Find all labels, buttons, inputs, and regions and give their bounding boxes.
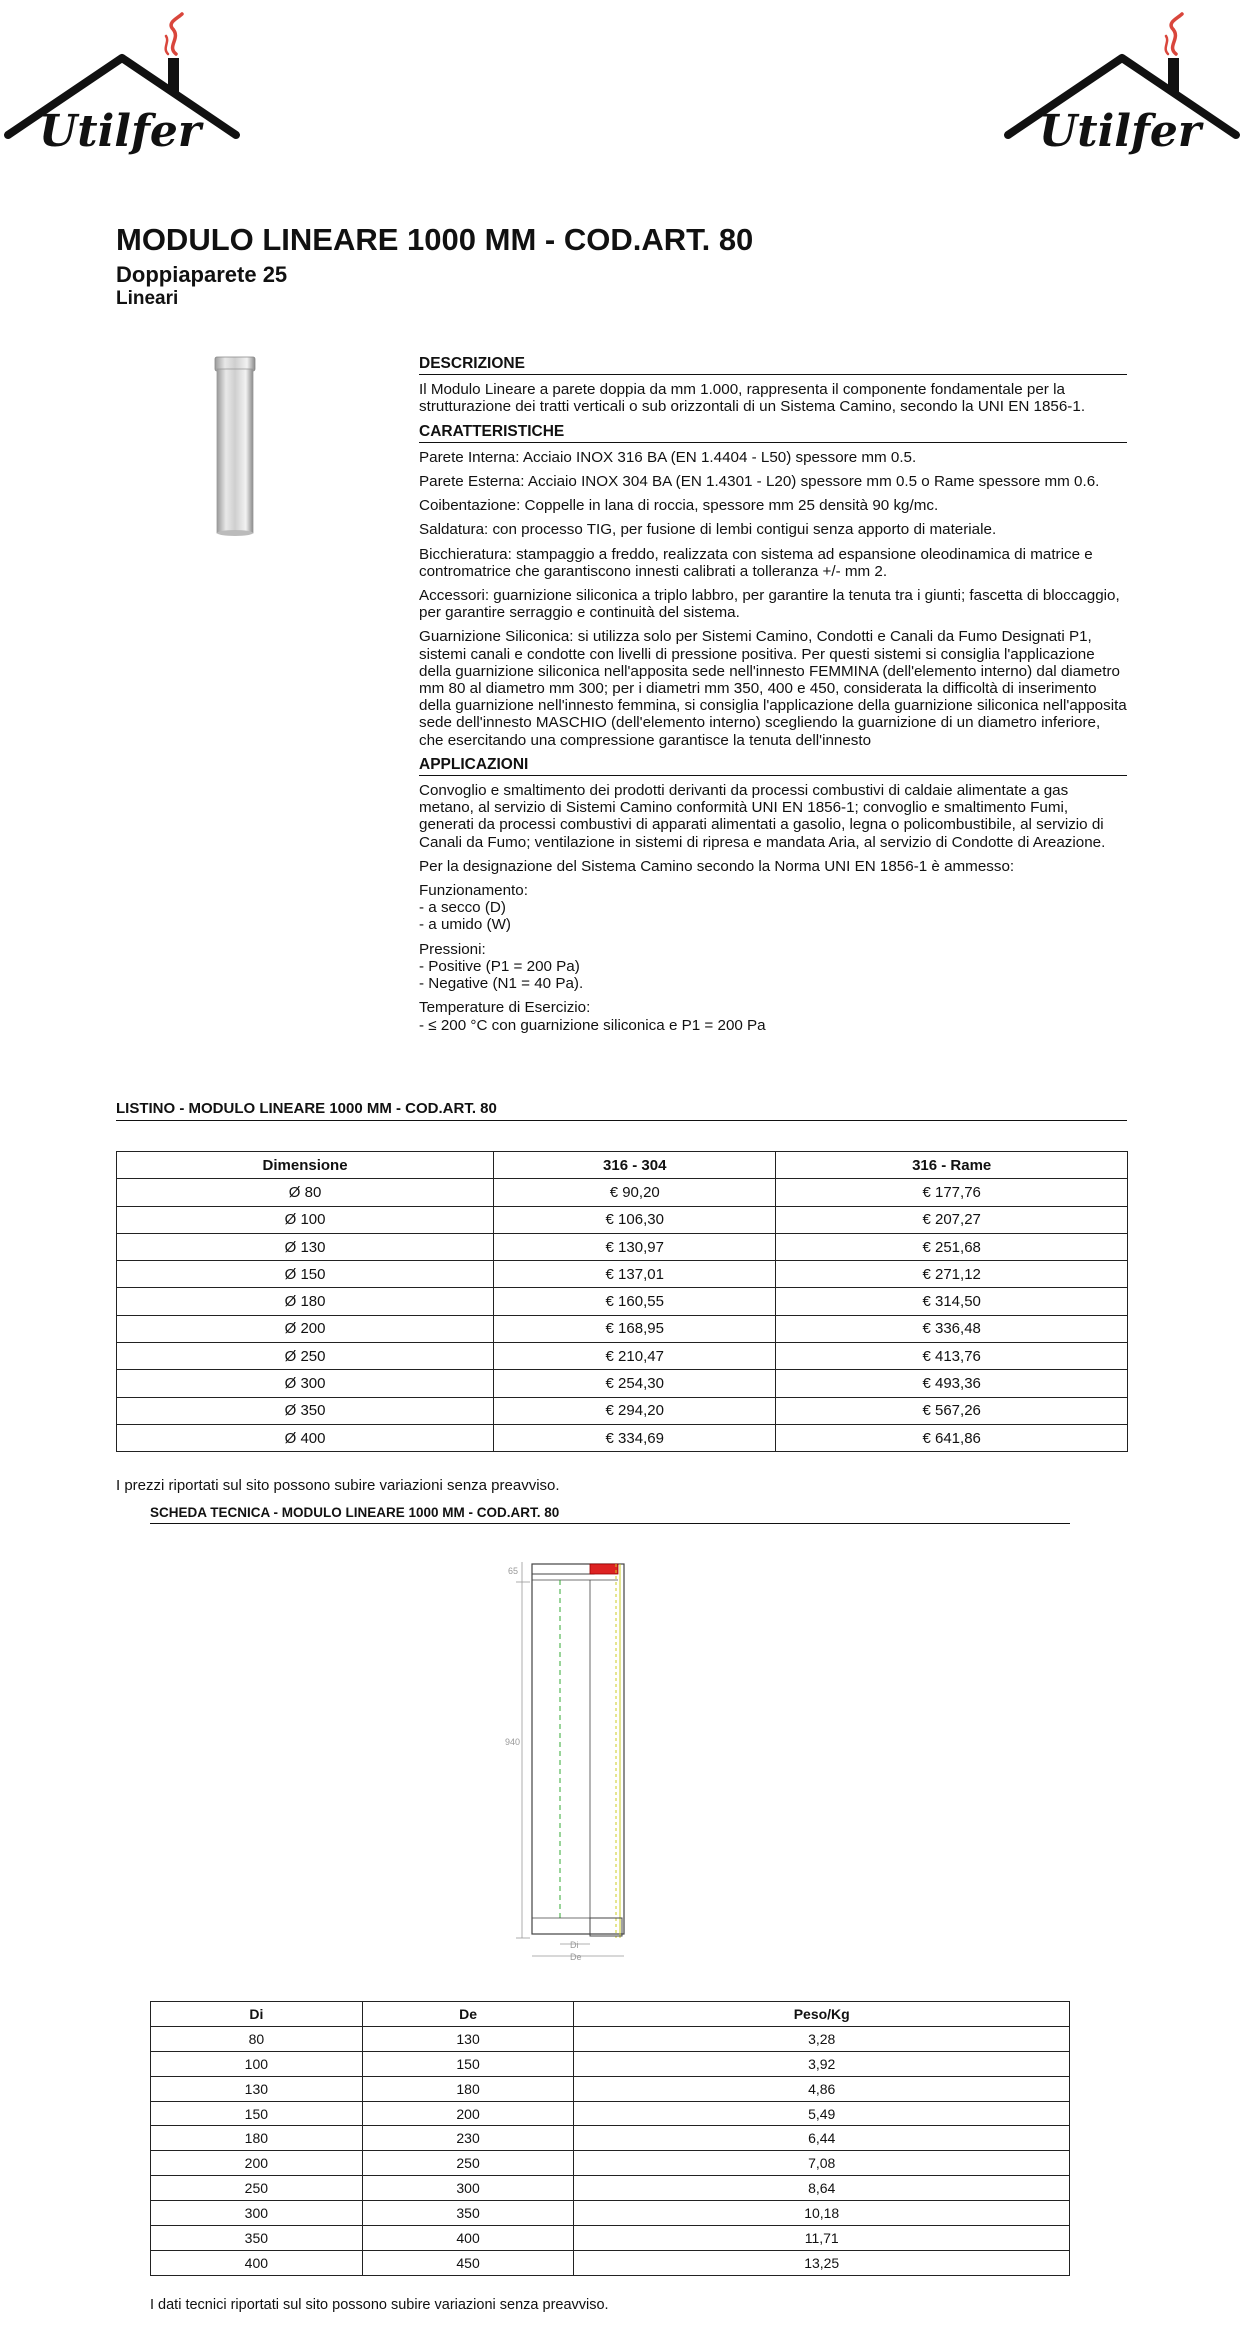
table-cell: 230 bbox=[362, 2126, 574, 2151]
table-cell: € 413,76 bbox=[776, 1343, 1128, 1370]
table-cell: 180 bbox=[151, 2126, 363, 2151]
table-cell: Ø 300 bbox=[117, 1370, 494, 1397]
table-cell: 400 bbox=[362, 2226, 574, 2251]
table-cell: € 493,36 bbox=[776, 1370, 1128, 1397]
table-cell: 450 bbox=[362, 2250, 574, 2275]
table-cell: € 177,76 bbox=[776, 1179, 1128, 1206]
table-cell: 80 bbox=[151, 2026, 363, 2051]
table-cell: 300 bbox=[362, 2176, 574, 2201]
feature-item: Accessori: guarnizione siliconica a triplo labbro, per garantire la tenuta tra i giunti; fascetta di bloccaggio, per garantire serraggio e continuità del sistema. bbox=[419, 587, 1120, 622]
technical-disclaimer: I dati tecnici riportati sul sito possono subire variazioni senza preavviso. bbox=[150, 2297, 609, 2313]
technical-table bbox=[150, 2001, 1070, 2276]
table-header-row bbox=[151, 2002, 1070, 2027]
drawing-dim-di: Di bbox=[570, 1940, 579, 1950]
table-cell: € 90,20 bbox=[494, 1179, 776, 1206]
table-cell: 5,49 bbox=[574, 2101, 1070, 2126]
table-cell: 350 bbox=[362, 2201, 574, 2226]
temperature-text: Temperature di Esercizio: - ≤ 200 °C con guarnizione siliconica e P1 = 200 Pa bbox=[419, 999, 766, 1034]
table-row bbox=[151, 2176, 1070, 2201]
table-row bbox=[151, 2250, 1070, 2275]
table-cell: Ø 350 bbox=[117, 1397, 494, 1424]
table-row bbox=[151, 2126, 1070, 2151]
feature-item: Bicchieratura: stampaggio a freddo, realizzata con sistema ad espansione oleodinamica di matrice e contromatrice che garantiscono innesti calibrati a tolleranza +/- mm 2. bbox=[419, 545, 1093, 580]
table-cell: € 271,12 bbox=[776, 1261, 1128, 1288]
description-column bbox=[419, 355, 1127, 1041]
table-cell: 6,44 bbox=[574, 2126, 1070, 2151]
table-cell: 3,28 bbox=[574, 2026, 1070, 2051]
table-cell: 150 bbox=[362, 2051, 574, 2076]
product-title: MODULO LINEARE 1000 MM - COD.ART. 80 bbox=[116, 222, 754, 257]
table-row bbox=[151, 2151, 1070, 2176]
table-cell: € 641,86 bbox=[776, 1424, 1128, 1451]
description-heading: DESCRIZIONE bbox=[419, 355, 1127, 375]
designation-text: Per la designazione del Sistema Camino secondo la Norma UNI EN 1856-1 è ammesso: bbox=[419, 857, 1015, 875]
drawing-dim-top: 65 bbox=[508, 1566, 519, 1576]
table-cell: € 254,30 bbox=[494, 1370, 776, 1397]
table-row bbox=[117, 1179, 1128, 1206]
table-cell: € 168,95 bbox=[494, 1315, 776, 1342]
table-cell: € 207,27 bbox=[776, 1206, 1128, 1233]
table-row bbox=[117, 1206, 1128, 1233]
table-cell: Ø 180 bbox=[117, 1288, 494, 1315]
table-cell: 250 bbox=[362, 2151, 574, 2176]
table-row bbox=[117, 1343, 1128, 1370]
table-row bbox=[117, 1315, 1128, 1342]
table-row bbox=[151, 2026, 1070, 2051]
product-category: Lineari bbox=[116, 288, 179, 309]
column-header: 316 - 304 bbox=[494, 1152, 776, 1179]
table-cell: 300 bbox=[151, 2201, 363, 2226]
table-row bbox=[117, 1233, 1128, 1260]
table-cell: 13,25 bbox=[574, 2250, 1070, 2275]
table-cell: 3,92 bbox=[574, 2051, 1070, 2076]
logo-wordmark: Utilfer bbox=[1038, 106, 1202, 157]
pressioni-text: Pressioni: - Positive (P1 = 200 Pa) - Negative (N1 = 40 Pa). bbox=[419, 940, 584, 993]
table-cell: 130 bbox=[362, 2026, 574, 2051]
table-cell: 4,86 bbox=[574, 2076, 1070, 2101]
table-cell: Ø 400 bbox=[117, 1424, 494, 1451]
table-cell: Ø 200 bbox=[117, 1315, 494, 1342]
table-cell: 150 bbox=[151, 2101, 363, 2126]
table-cell: € 314,50 bbox=[776, 1288, 1128, 1315]
table-cell: € 336,48 bbox=[776, 1315, 1128, 1342]
table-cell: € 294,20 bbox=[494, 1397, 776, 1424]
column-header: Peso/Kg bbox=[574, 2002, 1070, 2027]
table-header-row bbox=[117, 1152, 1128, 1179]
table-row bbox=[151, 2101, 1070, 2126]
table-cell: 400 bbox=[151, 2250, 363, 2275]
table-cell: € 334,69 bbox=[494, 1424, 776, 1451]
listino-heading: LISTINO - MODULO LINEARE 1000 MM - COD.ART. 80 bbox=[116, 1100, 1127, 1121]
table-cell: 11,71 bbox=[574, 2226, 1070, 2251]
table-cell: Ø 130 bbox=[117, 1233, 494, 1260]
table-row bbox=[117, 1370, 1128, 1397]
table-row bbox=[117, 1424, 1128, 1451]
applications-text: Convoglio e smaltimento dei prodotti derivanti da processi combustivi di caldaie alimentate a gas metano, al servizio di Sistemi Camino conformità UNI EN 1856-1; convoglio e smaltimento Fumi, generati da processi combustivi di apparati alimentati a gasolio, legna o policombustibile, al servizio di Canali da Fumo; ventilazione in sistemi di ripresa e mandata Aria, al servizio di Condotte di Areazione. bbox=[419, 782, 1106, 851]
column-header: 316 - Rame bbox=[776, 1152, 1128, 1179]
table-row bbox=[117, 1288, 1128, 1315]
description-text: Il Modulo Lineare a parete doppia da mm 1.000, rappresenta il componente fondamentale per la strutturazione dei tratti verticali o sub orizzontali di un Sistema Camino, secondo la UNI EN 1856-1. bbox=[419, 381, 1086, 416]
technical-drawing bbox=[500, 1560, 640, 1965]
table-cell: Ø 250 bbox=[117, 1343, 494, 1370]
applications-heading: APPLICAZIONI bbox=[419, 756, 1127, 776]
product-subtitle: Doppiaparete 25 bbox=[116, 262, 288, 287]
table-cell: 200 bbox=[362, 2101, 574, 2126]
table-cell: € 160,55 bbox=[494, 1288, 776, 1315]
logo-wordmark: Utilfer bbox=[38, 106, 202, 157]
table-cell: 200 bbox=[151, 2151, 363, 2176]
table-cell: € 130,97 bbox=[494, 1233, 776, 1260]
feature-item: Saldatura: con processo TIG, per fusione di lembi contigui senza apporto di materiale. bbox=[419, 521, 997, 539]
feature-item: Parete Esterna: Acciaio INOX 304 BA (EN 1.4301 - L20) spessore mm 0.5 o Rame spessore mm 0.6. bbox=[419, 473, 1100, 491]
table-cell: € 210,47 bbox=[494, 1343, 776, 1370]
table-cell: 7,08 bbox=[574, 2151, 1070, 2176]
table-cell: 350 bbox=[151, 2226, 363, 2251]
table-cell: Ø 150 bbox=[117, 1261, 494, 1288]
drawing-dim-de: De bbox=[570, 1952, 582, 1962]
table-cell: 130 bbox=[151, 2076, 363, 2101]
table-row bbox=[117, 1261, 1128, 1288]
drawing-dim-length: 940 bbox=[505, 1737, 521, 1747]
table-cell: € 137,01 bbox=[494, 1261, 776, 1288]
table-row bbox=[151, 2226, 1070, 2251]
table-row bbox=[117, 1397, 1128, 1424]
column-header: De bbox=[362, 2002, 574, 2027]
utilfer-logo-left[interactable] bbox=[2, 10, 242, 160]
column-header: Dimensione bbox=[117, 1152, 494, 1179]
utilfer-logo-right[interactable] bbox=[1002, 10, 1240, 160]
funzionamento-text: Funzionamento: - a secco (D) - a umido (W) bbox=[419, 882, 528, 934]
table-cell: 180 bbox=[362, 2076, 574, 2101]
table-cell: 100 bbox=[151, 2051, 363, 2076]
table-cell: € 106,30 bbox=[494, 1206, 776, 1233]
table-cell: € 567,26 bbox=[776, 1397, 1128, 1424]
table-cell: 250 bbox=[151, 2176, 363, 2201]
column-header: Di bbox=[151, 2002, 363, 2027]
feature-item: Coibentazione: Coppelle in lana di roccia, spessore mm 25 densità 90 kg/mc. bbox=[419, 497, 939, 515]
feature-item: Parete Interna: Acciaio INOX 316 BA (EN 1.4404 - L50) spessore mm 0.5. bbox=[419, 448, 917, 466]
scheda-heading: SCHEDA TECNICA - MODULO LINEARE 1000 MM - COD.ART. 80 bbox=[150, 1505, 1070, 1524]
product-image bbox=[205, 355, 265, 540]
price-disclaimer: I prezzi riportati sul sito possono subire variazioni senza preavviso. bbox=[116, 1477, 560, 1494]
table-row bbox=[151, 2201, 1070, 2226]
price-table bbox=[116, 1151, 1128, 1452]
table-row bbox=[151, 2076, 1070, 2101]
table-cell: 8,64 bbox=[574, 2176, 1070, 2201]
features-heading: CARATTERISTICHE bbox=[419, 423, 1127, 443]
feature-item: Guarnizione Siliconica: si utilizza solo per Sistemi Camino, Condotti e Canali da Fumo Designati P1, sistemi canali e condotte con livelli di pressione positiva. Per questi sistemi si consiglia l'applicazione della guarnizione siliconica nell'apposita sede nell'innesto FEMMINA (dell'elemento interno) dal diametro mm 80 al diametro mm 300; per i diametri mm 350, 400 e 450, considerata la difficoltà di inserimento della guarnizione nell'innesto femmina, si consiglia l'applicazione della guarnizione siliconica nell'apposita sede dell'innesto MASCHIO (dell'elemento interno) scegliendo la guarnizione di un diametro inferiore, che esercitando una compressione garantisce la tenuta dell'innesto bbox=[419, 628, 1127, 749]
table-cell: Ø 80 bbox=[117, 1179, 494, 1206]
table-cell: € 251,68 bbox=[776, 1233, 1128, 1260]
table-cell: Ø 100 bbox=[117, 1206, 494, 1233]
table-cell: 10,18 bbox=[574, 2201, 1070, 2226]
table-row bbox=[151, 2051, 1070, 2076]
